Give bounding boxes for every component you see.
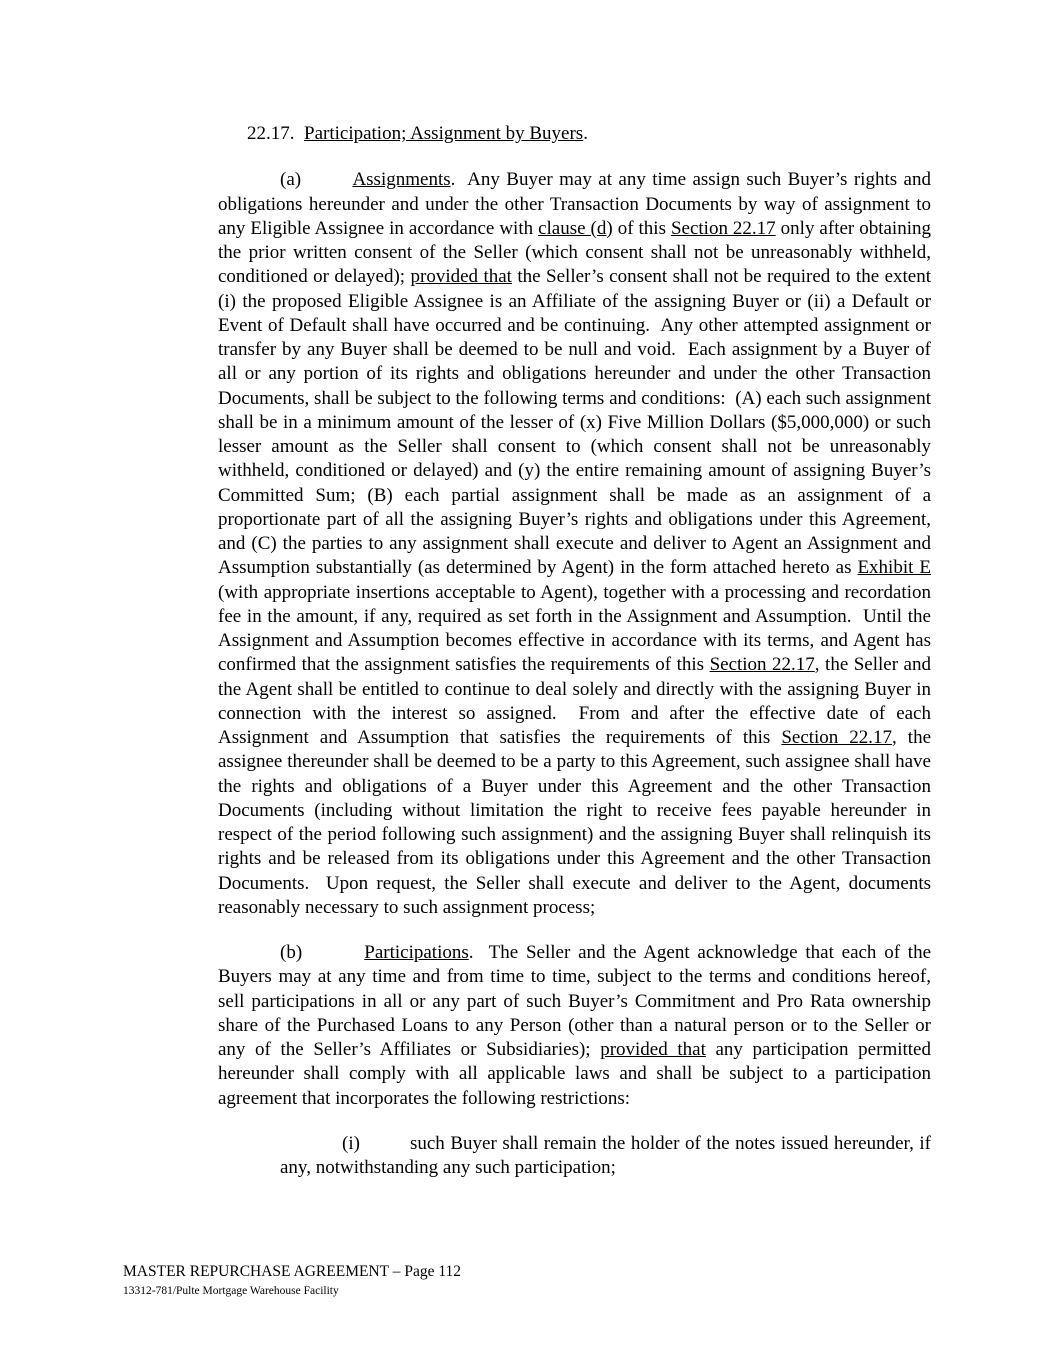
footer-matter-reference: 13312-781/Pulte Mortgage Warehouse Facility [123, 1285, 339, 1297]
footer-document-title: MASTER REPURCHASE AGREEMENT – Page 112 [123, 1263, 462, 1280]
text-segment: . The Seller and the Agent acknowledge that each of the Buyers may at any time and from time to time, subject to the terms and conditions hereof, sell participations in all or any part of such Buyer’s Commitment and Pro Rata ownership share of the Purchased Loans to any Person (other than a natural person or to the Seller or any of the Seller’s Affiliates or Subsidiaries); [218, 942, 931, 1060]
paragraph-b-participations [218, 941, 931, 1111]
underlined-text-segment: Section 22.17 [781, 727, 893, 748]
text-segment: . [583, 123, 588, 144]
text-segment: only after obtaining the prior written consent of the Seller (which consent shall not be unreasonably withheld, conditioned or delayed); [218, 217, 931, 288]
underlined-text-segment: Section 22.17 [709, 654, 815, 676]
underlined-text-segment: clause (d) [538, 217, 613, 239]
text-segment: of this [612, 217, 671, 239]
underlined-text-segment: provided that [600, 1039, 706, 1060]
underlined-text-segment: Participation; Assignment by Buyers [304, 123, 584, 144]
text-segment: (a) [280, 169, 353, 191]
document-body [218, 122, 931, 1180]
underlined-text-segment: provided that [410, 266, 512, 288]
underlined-text-segment: Participations [364, 942, 469, 963]
paragraph-a-assignments [218, 168, 931, 920]
page-footer [123, 1262, 461, 1298]
text-segment: any participation permitted hereunder shall comply with all applicable laws and shall be subject to a participation agreement that incorporates the following restrictions: [218, 1039, 931, 1109]
text-segment: (b) [280, 942, 365, 963]
text-segment: (i) [342, 1132, 410, 1154]
underlined-text-segment: Assignments [352, 169, 451, 191]
text-segment: the Seller’s consent shall not be required to the extent (i) the proposed Eligible Assignee is an Affiliate of the assigning Buyer or (ii) a Default or Event of Default shall have occurred and be continuing. Any other attempted assignment or transfer by any Buyer shall be deemed to be null and void. Each assignment by a Buyer of all or any portion of its rights and obligations hereunder and under the other Transaction Documents, shall be subject to the following terms and conditions: (A) each such assignment shall be in a minimum amount of the lesser of (x) Five Million Dollars ($5,000,000) or such lesser amount as the Seller shall consent to (which consent shall not be unreasonably withheld, conditioned or delayed) and (y) the entire remaining amount of assigning Buyer’s Committed Sum; (B) each partial assignment shall be made as an assignment of a proportionate part of all the assigning Buyer’s rights and obligations under this Agreement, and (C) the parties to any assignment shall execute and deliver to Agent an Assignment and Assumption substantially (as determined by Agent) in the form attached hereto as [218, 266, 932, 579]
text-segment: (with appropriate insertions acceptable to Agent), together with a processing and recordation fee in the amount, if any, required as set forth in the Assignment and Assumption. Until the Assignment and Assumption becomes effective in accordance with its terms, and Agent has confirmed that the assignment satisfies the requirements of this [218, 581, 931, 676]
text-segment: , the assignee thereunder shall be deemed to be a party to this Agreement, such assignee shall have the rights and obligations of a Buyer under this Agreement and the other Transaction Documents (including without limitation the right to receive fees payable hereunder in respect of the period following such assignment) and the assigning Buyer shall relinquish its rights and be released from its obligations under this Agreement and the other Transaction Documents. Upon request, the Seller shall execute and deliver to the Agent, documents reasonably necessary to such assignment process; [218, 727, 931, 918]
underlined-text-segment: Exhibit E [857, 557, 931, 579]
text-segment: , the Seller and the Agent shall be entitled to continue to deal solely and directly with the assigning Buyer in connection with the interest so assigned. From and after the effective date of each Assignment and Assumption that satisfies the requirements of this [218, 654, 931, 748]
underlined-text-segment: Section 22.17 [670, 217, 776, 239]
text-segment: such Buyer shall remain the holder of the notes issued hereunder, if any, notwithstanding any such participation; [280, 1132, 931, 1178]
section-heading [218, 122, 931, 146]
subclause-i [280, 1132, 931, 1181]
text-segment: 22.17. [247, 123, 304, 144]
text-segment: . Any Buyer may at any time assign such Buyer’s rights and obligations hereunder and under the other Transaction Documents by way of assignment to any Eligible Assignee in accordance with [218, 169, 931, 239]
